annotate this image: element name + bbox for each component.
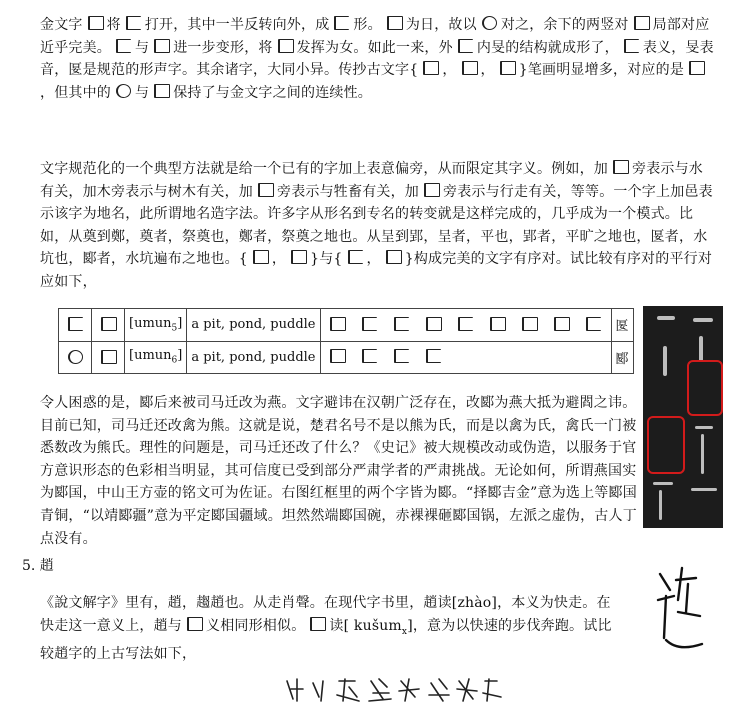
red-highlight-box-icon <box>647 416 685 474</box>
pair2-glyph-b-icon <box>383 248 403 266</box>
pinyin-cell: [umun$_6$] <box>125 341 187 374</box>
yan-city-seal-icon <box>65 348 85 366</box>
sun-stroke-glyph-icon <box>384 14 404 32</box>
pair2-glyph-a-icon <box>345 248 365 266</box>
form-glyph-icon <box>423 315 445 335</box>
form-glyph-icon <box>487 315 509 335</box>
ox-radical-glyph-icon <box>255 181 275 199</box>
forms-cell <box>320 309 611 342</box>
form-glyph-icon <box>391 315 413 335</box>
row-icon-cell <box>92 341 125 374</box>
transcribed-glyph-2-icon <box>459 59 479 77</box>
open-frame-glyph-icon <box>123 14 143 32</box>
yan-city-small-icon <box>98 348 118 366</box>
paragraph-radical-standardization: 文字规范化的一个典型方法就是给一个已有的字加上表意偏旁，从而限定其字义。例如，加 旁表示与水有关，加木旁表示与树木有关，加 旁表示与牲畜有关，加 旁表示与行走有关，等等。一个字上加邑表示该字为地名，此所谓地名造字法。许多字从形名到专名的转变就是这样完成的，几乎成为一个模式。比如，从奠到鄭，奠者，祭奠也，鄭者，祭奠之地也。从呈到郢，呈者，平也，郢者，平旷之地也，匽者，水坑也，郾者，水坑遍布之地也。{ ， }与{ ， }构成完美的文字有序对。试比较有序对的平行对应如下， <box>40 158 716 294</box>
yan-variant-glyph-icon <box>113 37 133 55</box>
form-glyph-icon <box>327 315 349 335</box>
woman-glyph-icon <box>151 82 171 100</box>
table-row <box>59 341 634 374</box>
paragraph-zhao-etymology: 《說文解字》里有，趙，趨趙也。从走肖聲。在现代字书里，趙读[zhào]，本义为快走。在快走这一意义上，趙与 义相同形相似。 读[ kušum$_x$]，意为以快速的步伐奔跑。试比较趙字的上古写法如下， <box>40 595 612 662</box>
sun-circle-glyph-icon <box>479 14 499 32</box>
row-icon-cell <box>59 341 92 374</box>
row-icon-cell <box>59 309 92 342</box>
yan-seal-icon <box>65 315 85 333</box>
frame-meaning-glyph-icon <box>621 37 641 55</box>
pair1-glyph-b-icon <box>288 248 308 266</box>
bronze-glyph-icon <box>85 14 105 32</box>
table-row <box>59 309 634 342</box>
run-glyph-2-icon <box>307 615 327 633</box>
form-glyph-icon <box>359 315 381 335</box>
form-glyph-icon <box>391 347 413 367</box>
sun-circle-glyph-2-icon <box>113 82 133 100</box>
char-cell: 郾 <box>611 341 633 374</box>
pinyin-cell: [umun$_5$] <box>125 309 187 342</box>
section-heading: 5. 趙 <box>22 558 54 574</box>
paragraph-yan-state-history: 令人困惑的是，郾后来被司马迁改为燕。文字避讳在汉朝广泛存在，改郾为燕大抵为避閻之讳。目前已知，司马迁还改禽为熊。这就是说，楚君名号不是以熊为氏，而是以禽为氏，禽氏一门被悉数改为熊氏。理性的问题是，司马迁还改了什么？《史记》被大规模改动或伪造，以服务于官方意识形态的色彩相当明显，其可信度已受到部分严肃学者的严肃挑战。无论如何，所谓燕国实为郾国，中山王方壶的铭文可为佐证。右图红框里的两个字皆为郾。“择郾吉金”意为选上等郾国青铜，“以靖郾疆”意为平定郾国疆域。坦然然端郾国碗，赤裸裸砸郾国锅，左派之虚伪，古人丁点没有。 <box>40 395 637 547</box>
form-glyph-icon <box>423 347 445 367</box>
paragraph-jin-wen-analysis: 金文字 将 打开，其中一半反转向外，成 形。 为日，故以 对之，余下的两竖对 局部对应近乎完美。 与 进一步变形，将 发挥为女。如此一来，外 内旻的结构就成形了， 表义，旻表音，匽是规范的形声字。其余诸字，大同小异。传抄古文字{ ， ， }笔画明显增多，对应的是，但其中的 与 保持了与金文字之间的连续性。 <box>40 14 716 104</box>
yan-small-icon <box>98 315 118 333</box>
form-glyph-icon <box>551 315 573 335</box>
form-glyph-icon <box>327 347 349 367</box>
definition-cell: a pit, pond, puddle <box>187 341 320 374</box>
ancient-zhao-forms-strip <box>283 675 503 705</box>
glyph-forms-strip <box>325 347 607 367</box>
form-glyph-icon <box>583 315 605 335</box>
glyph-forms-strip <box>325 315 607 335</box>
seal-glyph-icon <box>686 59 706 77</box>
char-cell: 匽 <box>611 309 633 342</box>
transcribed-glyph-3-icon <box>497 59 517 77</box>
water-radical-glyph-icon <box>610 158 630 176</box>
reversed-frame-glyph-icon <box>331 14 351 32</box>
form-glyph-icon <box>455 315 477 335</box>
bronze-inscription-photo <box>643 306 723 528</box>
form-glyph-icon <box>519 315 541 335</box>
walk-radical-glyph-icon <box>421 181 441 199</box>
transcribed-glyph-1-icon <box>420 59 440 77</box>
definition-cell: a pit, pond, puddle <box>187 309 320 342</box>
forms-cell <box>320 341 611 374</box>
comparison-table <box>58 308 634 374</box>
row-icon-cell <box>92 309 125 342</box>
strokes-glyph-icon <box>275 37 295 55</box>
pair1-glyph-a-icon <box>250 248 270 266</box>
double-stroke-glyph-icon <box>631 14 651 32</box>
outer-frame-glyph-icon <box>455 37 475 55</box>
run-glyph-icon <box>184 615 204 633</box>
cursive-zhao-glyph-icon <box>648 560 708 660</box>
red-highlight-box-icon <box>687 360 723 416</box>
yan-variant2-glyph-icon <box>151 37 171 55</box>
form-glyph-icon <box>359 347 381 367</box>
